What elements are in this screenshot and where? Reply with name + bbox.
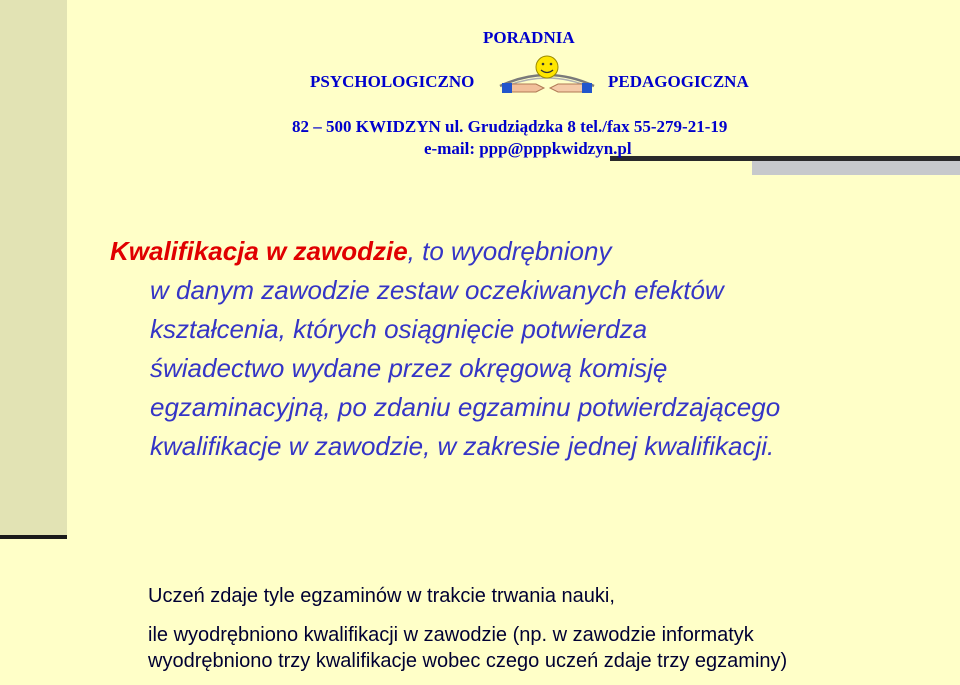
note-line: wyodrębniono trzy kwalifikacje wobec czego uczeń zdaje trzy egzaminy) [148, 650, 788, 672]
note-paragraph [148, 585, 958, 673]
definition-line: kwalifikacje w zawodzie, w zakresie jednej kwalifikacji. [150, 431, 775, 461]
definition-paragraph [110, 232, 950, 466]
definition-lead: , to wyodrębniony [407, 236, 612, 266]
definition-line: świadectwo wydane przez okręgową komisję [150, 353, 668, 383]
note-line: Uczeń zdaje tyle egzaminów w trakcie trwania nauki, [148, 585, 615, 607]
definition-line: egzaminacyjną, po zdaniu egzaminu potwierdzającego [150, 392, 781, 422]
definition-line: w danym zawodzie zestaw oczekiwanych efektów [150, 275, 724, 305]
sidebar-divider [0, 535, 67, 539]
header-email: e-mail: ppp@pppkwidzyn.pl [424, 139, 632, 158]
definition-term: Kwalifikacja w zawodzie [110, 236, 408, 266]
header-rule-light [752, 161, 960, 175]
smiley-handshake-icon [492, 54, 602, 100]
header-left-word: PSYCHOLOGICZNO [310, 72, 475, 91]
header-right-word: PEDAGOGICZNA [608, 72, 749, 91]
left-sidebar-bar [0, 0, 67, 535]
note-line: ile wyodrębniono kwalifikacji w zawodzie (np. w zawodzie informatyk [148, 624, 754, 646]
definition-first-line [110, 232, 950, 271]
header-title: PORADNIA [483, 28, 575, 47]
definition-line: kształcenia, których osiągnięcie potwierdza [150, 314, 648, 344]
header-address: 82 – 500 KWIDZYN ul. Grudziądzka 8 tel./fax 55-279-21-19 [292, 117, 728, 136]
